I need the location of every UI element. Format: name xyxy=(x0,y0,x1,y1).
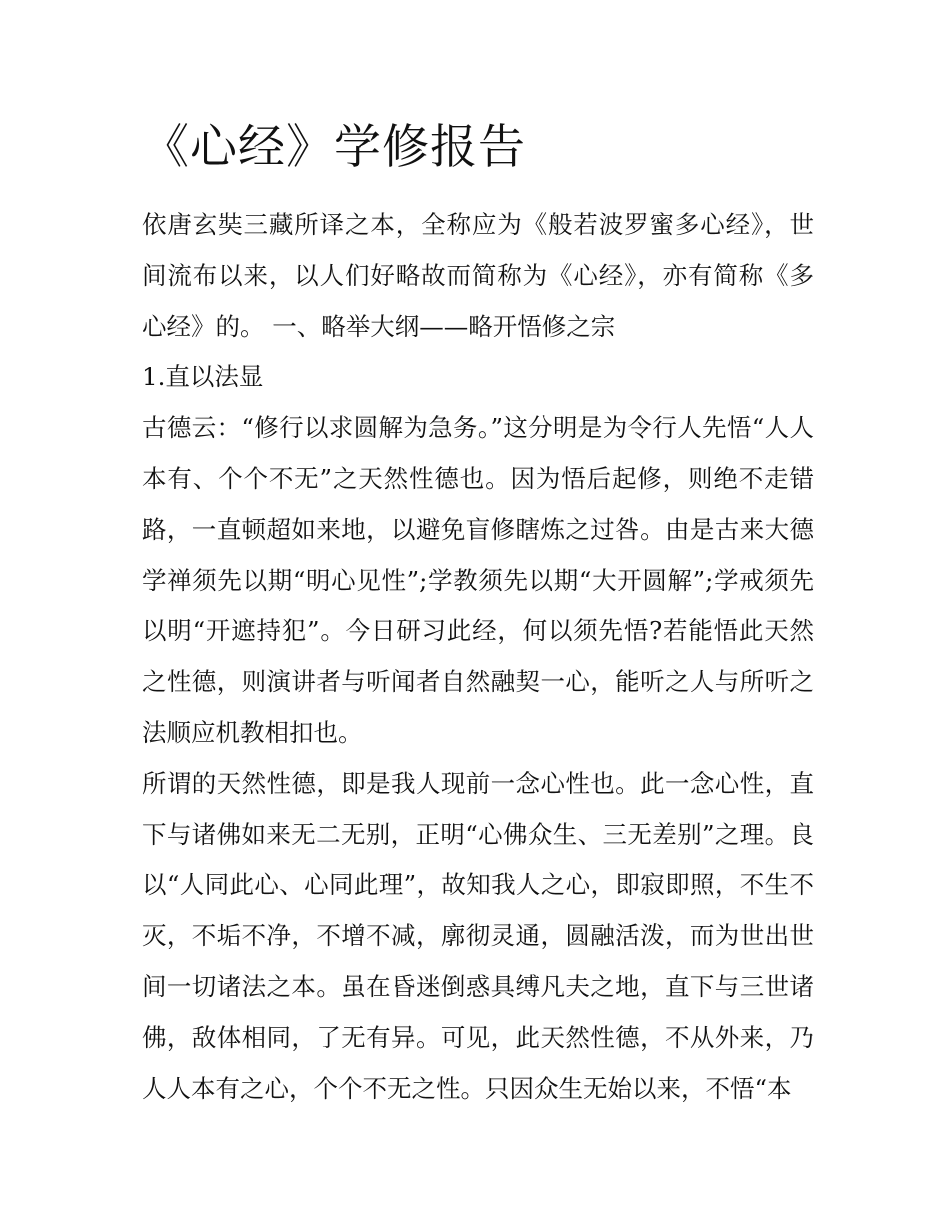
paragraph-natural-virtue: 所谓的天然性德，即是我人现前一念心性也。此一念心性，直下与诸佛如来无二无别，正明“心佛众生、三无差别”之理。良以“人同此心、心同此理”，故知我人之心，即寂即照，不生不灭，不垢不净，不增不减，廓彻灵通，圆融活泼，而为世出世间一切诸法之本。虽在昏迷倒惑具缚凡夫之地，直下与三世诸佛，敌体相同，了无有异。可见，此天然性德，不从外来，乃人人本有之心，个个不无之性。只因众生无始以来，不悟“本 xyxy=(142,768,814,1103)
paragraph-section-heading: 1.直以法显 xyxy=(142,362,264,392)
paragraph-intro: 依唐玄奘三藏所译之本，全称应为《般若波罗蜜多心经》，世间流布以来，以人们好略故而简称为《心经》，亦有简称《多心经》的。 一、略举大纲——略开悟修之宗 xyxy=(142,210,814,341)
paragraph-ancient-saying: 古德云：“修行以求圆解为急务。”这分明是为令行人先悟“人人本有、个个不无”之天然性德也。因为悟后起修，则绝不走错路，一直顿超如来地，以避免盲修瞎炼之过咎。由是古来大德学禅须先以期“明心见性”;学教须先以期“大开圆解”;学戒须先以明“开遮持犯”。今日研习此经，何以须先悟?若能悟此天然之性德，则演讲者与听闻者自然融契一心，能听之人与所听之法顺应机教相扣也。 xyxy=(142,413,814,747)
document-body xyxy=(142,200,814,1114)
page-title: 《心经》学修报告 xyxy=(142,120,526,175)
